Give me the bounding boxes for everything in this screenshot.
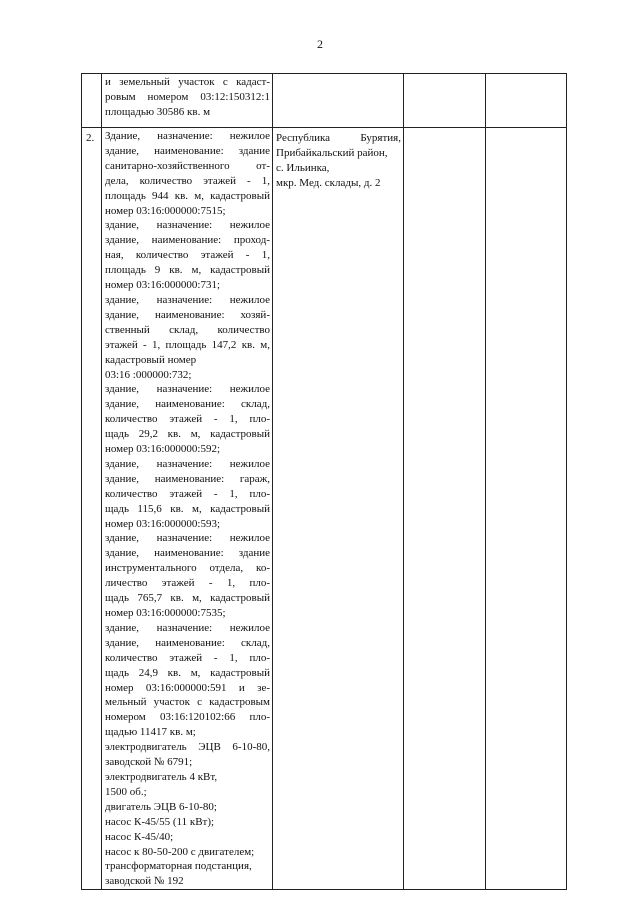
- description-line: здание, назначение: нежилое: [105, 219, 270, 232]
- description-line: трансформаторная подстанция,: [105, 860, 252, 873]
- page-number: 2: [317, 37, 323, 51]
- description-text: [102, 74, 272, 120]
- table-row-2: [82, 128, 567, 890]
- description-line: площадью 30586 кв. м: [105, 105, 211, 118]
- property-table: [81, 73, 567, 890]
- description-line: щадь 29,2 кв. м, кадастровый: [105, 428, 270, 441]
- description-line: этажей - 1, площадь 147,2 кв. м,: [105, 338, 270, 351]
- description-line: 1500 об.;: [105, 785, 147, 798]
- description-line: здание, назначение: нежилое: [105, 383, 270, 396]
- description-line: здание, назначение: нежилое: [105, 293, 270, 306]
- description-line: количество этажей - 1, пло-: [105, 487, 270, 500]
- description-line: насос к 80-50-200 с двигателем;: [105, 845, 255, 858]
- description-line: номер 03:16:000000:591 и зе-: [105, 681, 270, 694]
- description-line: номер 03:16:000000:592;: [105, 443, 220, 456]
- description-line: количество этажей - 1, пло-: [105, 413, 270, 426]
- description-line: ная, количество этажей - 1,: [105, 249, 270, 262]
- description-cell: [102, 128, 273, 890]
- description-cell: [102, 74, 273, 128]
- description-line: номером 03:16:120102:66 пло-: [105, 711, 270, 724]
- description-line: номер 03:16:000000:593;: [105, 517, 220, 530]
- description-line: личество этажей - 1, пло-: [105, 577, 270, 590]
- description-line: мельный участок с кадастровым: [105, 696, 270, 709]
- description-line: здание, наименование: хозяй-: [105, 308, 270, 321]
- address-line: мкр. Мед. склады, д. 2: [276, 176, 381, 189]
- description-text: [102, 128, 272, 889]
- empty-cell: [486, 74, 567, 128]
- description-line: здание, наименование: проход-: [105, 234, 270, 247]
- address-line: Республика Бурятия,: [276, 132, 401, 144]
- description-line: здание, наименование: здание: [105, 144, 270, 157]
- description-line: здание, наименование: склад,: [105, 398, 270, 411]
- description-line: заводской № 6791;: [105, 756, 193, 769]
- description-line: насос К-45/55 (11 кВт);: [105, 815, 215, 828]
- description-line: электродвигатель 4 кВт,: [105, 770, 218, 783]
- description-line: ственный склад, количество: [105, 323, 270, 336]
- description-line: санитарно-хозяйственного от-: [105, 159, 270, 172]
- description-line: количество этажей - 1, пло-: [105, 651, 270, 664]
- address-line: Прибайкальский район,: [276, 146, 388, 159]
- description-line: щадью 11417 кв. м;: [105, 726, 196, 739]
- description-line: щадь 765,7 кв. м, кадастровый: [105, 592, 270, 605]
- address-cell: [273, 128, 404, 890]
- description-line: номер 03:16:000000:7515;: [105, 204, 226, 217]
- description-line: здание, наименование: здание: [105, 547, 270, 560]
- description-line: двигатель ЭЦВ 6-10-80;: [105, 800, 217, 813]
- description-line: насос К-45/40;: [105, 830, 174, 843]
- description-line: щадь 24,9 кв. м, кадастровый: [105, 666, 270, 679]
- description-line: здание, назначение: нежилое: [105, 457, 270, 470]
- description-line: Здание, назначение: нежилое: [105, 130, 270, 142]
- empty-cell: [486, 128, 567, 890]
- description-line: площадь 9 кв. м, кадастровый: [105, 264, 270, 277]
- row-number-cell: [82, 74, 102, 128]
- description-line: здание, назначение: нежилое: [105, 621, 270, 634]
- description-line: 03:16 :000000:732;: [105, 368, 192, 381]
- row-number: 2.: [86, 132, 95, 144]
- description-line: заводской № 192: [105, 875, 184, 888]
- description-line: и земельный участок с кадаст-: [105, 76, 270, 88]
- description-line: здание, наименование: склад,: [105, 636, 270, 649]
- empty-cell: [404, 128, 486, 890]
- description-line: кадастровый номер: [105, 353, 197, 366]
- description-line: здание, наименование: гараж,: [105, 472, 270, 485]
- description-line: дела, количество этажей - 1,: [105, 174, 270, 187]
- description-line: электродвигатель ЭЦВ 6-10-80,: [105, 741, 270, 754]
- description-line: инструментального отдела, ко-: [105, 562, 270, 575]
- description-line: ровым номером 03:12:150312:1: [105, 90, 270, 103]
- address-text: [273, 128, 403, 191]
- address-line: с. Ильинка,: [276, 161, 330, 174]
- description-line: щадь 115,6 кв. м, кадастровый: [105, 502, 270, 515]
- row-number-cell: [82, 128, 102, 890]
- description-line: площадь 944 кв. м, кадастровый: [105, 189, 270, 202]
- description-line: здание, назначение: нежилое: [105, 532, 270, 545]
- empty-cell: [404, 74, 486, 128]
- address-cell: [273, 74, 404, 128]
- table-row-continuation: [82, 74, 567, 128]
- description-line: номер 03:16:000000:7535;: [105, 607, 226, 619]
- description-line: номер 03:16:000000:731;: [105, 279, 220, 292]
